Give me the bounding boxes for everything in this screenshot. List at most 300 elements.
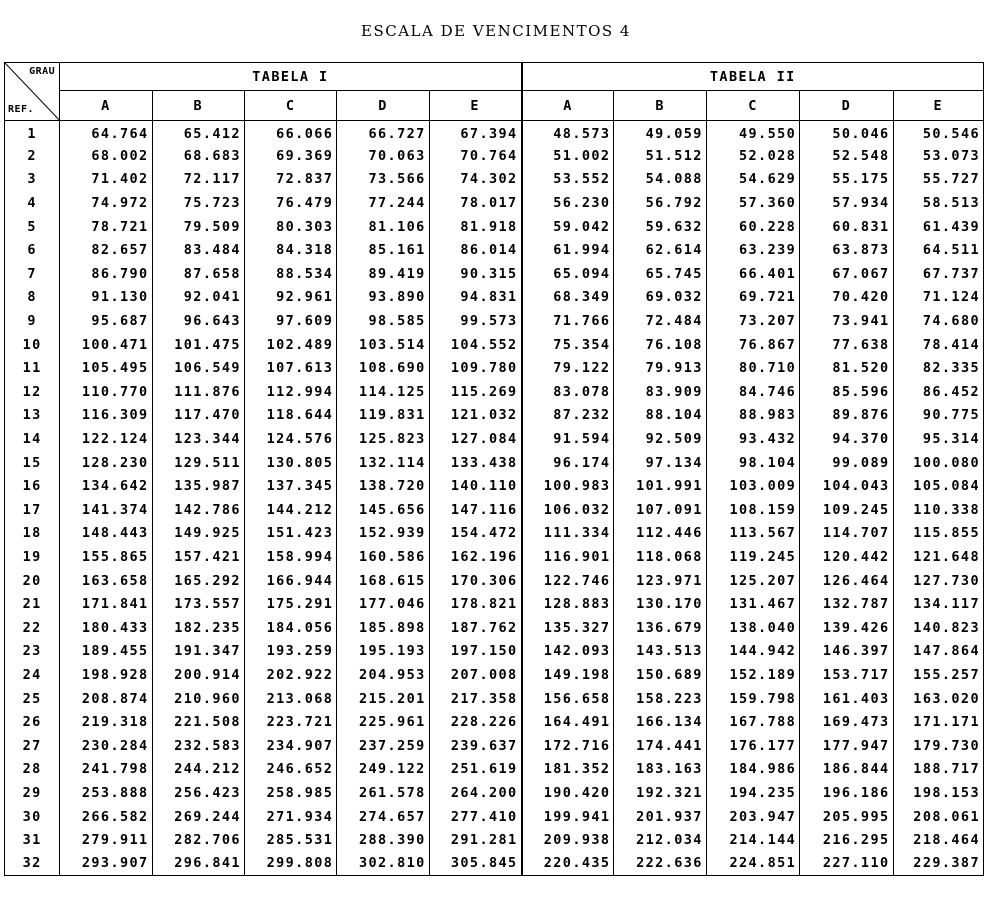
value-cell: 61.439 — [893, 215, 983, 239]
value-cell: 167.788 — [706, 710, 799, 734]
value-cell: 52.548 — [800, 144, 893, 168]
value-cell: 60.228 — [706, 215, 799, 239]
value-cell: 88.104 — [614, 404, 706, 428]
value-cell: 185.898 — [337, 616, 429, 640]
value-cell: 249.122 — [337, 758, 429, 782]
value-cell: 266.582 — [60, 805, 152, 829]
value-cell: 135.987 — [152, 474, 244, 498]
value-cell: 184.056 — [244, 616, 336, 640]
value-cell: 148.443 — [60, 522, 152, 546]
value-cell: 53.073 — [893, 144, 983, 168]
value-cell: 56.792 — [614, 191, 706, 215]
ref-cell: 4 — [5, 191, 60, 215]
value-cell: 173.557 — [152, 592, 244, 616]
value-cell: 219.318 — [60, 710, 152, 734]
value-cell: 172.716 — [522, 734, 614, 758]
value-cell: 144.942 — [706, 640, 799, 664]
value-cell: 97.134 — [614, 451, 706, 475]
value-cell: 92.041 — [152, 286, 244, 310]
value-cell: 118.644 — [244, 404, 336, 428]
value-cell: 100.080 — [893, 451, 983, 475]
ref-cell: 31 — [5, 828, 60, 852]
ref-cell: 22 — [5, 616, 60, 640]
value-cell: 112.446 — [614, 522, 706, 546]
value-cell: 64.764 — [60, 121, 152, 145]
value-cell: 195.193 — [337, 640, 429, 664]
value-cell: 76.867 — [706, 333, 799, 357]
ref-cell: 28 — [5, 758, 60, 782]
value-cell: 98.585 — [337, 309, 429, 333]
value-cell: 70.420 — [800, 286, 893, 310]
value-cell: 158.994 — [244, 545, 336, 569]
ref-cell: 1 — [5, 121, 60, 145]
value-cell: 261.578 — [337, 781, 429, 805]
value-cell: 73.566 — [337, 168, 429, 192]
value-cell: 74.972 — [60, 191, 152, 215]
value-cell: 78.414 — [893, 333, 983, 357]
table-row — [5, 404, 984, 428]
value-cell: 66.727 — [337, 121, 429, 145]
ref-cell: 12 — [5, 380, 60, 404]
value-cell: 118.068 — [614, 545, 706, 569]
table-row — [5, 828, 984, 852]
ref-cell: 6 — [5, 238, 60, 262]
value-cell: 115.269 — [429, 380, 521, 404]
value-cell: 191.347 — [152, 640, 244, 664]
value-cell: 200.914 — [152, 663, 244, 687]
value-cell: 155.257 — [893, 663, 983, 687]
value-cell: 56.230 — [522, 191, 614, 215]
value-cell: 132.114 — [337, 451, 429, 475]
value-cell: 152.189 — [706, 663, 799, 687]
column-header-t1-b: B — [152, 91, 244, 121]
ref-cell: 14 — [5, 427, 60, 451]
value-cell: 55.727 — [893, 168, 983, 192]
value-cell: 305.845 — [429, 852, 521, 876]
value-cell: 59.042 — [522, 215, 614, 239]
value-cell: 164.491 — [522, 710, 614, 734]
value-cell: 83.078 — [522, 380, 614, 404]
value-cell: 186.844 — [800, 758, 893, 782]
value-cell: 271.934 — [244, 805, 336, 829]
value-cell: 168.615 — [337, 569, 429, 593]
value-cell: 150.689 — [614, 663, 706, 687]
value-cell: 232.583 — [152, 734, 244, 758]
value-cell: 110.338 — [893, 498, 983, 522]
value-cell: 149.925 — [152, 522, 244, 546]
value-cell: 178.821 — [429, 592, 521, 616]
value-cell: 100.983 — [522, 474, 614, 498]
value-cell: 205.995 — [800, 805, 893, 829]
value-cell: 220.435 — [522, 852, 614, 876]
value-cell: 98.104 — [706, 451, 799, 475]
value-cell: 228.226 — [429, 710, 521, 734]
value-cell: 127.730 — [893, 569, 983, 593]
value-cell: 99.089 — [800, 451, 893, 475]
value-cell: 67.394 — [429, 121, 521, 145]
value-cell: 114.125 — [337, 380, 429, 404]
value-cell: 78.017 — [429, 191, 521, 215]
page-title: ESCALA DE VENCIMENTOS 4 — [361, 22, 631, 40]
value-cell: 229.387 — [893, 852, 983, 876]
table-row — [5, 498, 984, 522]
value-cell: 107.091 — [614, 498, 706, 522]
value-cell: 132.787 — [800, 592, 893, 616]
value-cell: 70.063 — [337, 144, 429, 168]
value-cell: 216.295 — [800, 828, 893, 852]
value-cell: 108.159 — [706, 498, 799, 522]
table-row — [5, 545, 984, 569]
value-cell: 74.680 — [893, 309, 983, 333]
table-row — [5, 522, 984, 546]
value-cell: 75.723 — [152, 191, 244, 215]
value-cell: 215.201 — [337, 687, 429, 711]
value-cell: 134.642 — [60, 474, 152, 498]
value-cell: 184.986 — [706, 758, 799, 782]
value-cell: 68.683 — [152, 144, 244, 168]
value-cell: 202.922 — [244, 663, 336, 687]
value-cell: 58.513 — [893, 191, 983, 215]
value-cell: 79.509 — [152, 215, 244, 239]
value-cell: 69.369 — [244, 144, 336, 168]
ref-cell: 25 — [5, 687, 60, 711]
value-cell: 239.637 — [429, 734, 521, 758]
value-cell: 122.124 — [60, 427, 152, 451]
column-header-t1-c: C — [244, 91, 336, 121]
table-row — [5, 616, 984, 640]
value-cell: 125.207 — [706, 569, 799, 593]
value-cell: 213.068 — [244, 687, 336, 711]
ref-cell: 11 — [5, 356, 60, 380]
value-cell: 208.061 — [893, 805, 983, 829]
value-cell: 201.937 — [614, 805, 706, 829]
ref-cell: 21 — [5, 592, 60, 616]
value-cell: 207.008 — [429, 663, 521, 687]
value-cell: 237.259 — [337, 734, 429, 758]
value-cell: 264.200 — [429, 781, 521, 805]
table-row — [5, 663, 984, 687]
value-cell: 140.110 — [429, 474, 521, 498]
value-cell: 212.034 — [614, 828, 706, 852]
ref-cell: 7 — [5, 262, 60, 286]
value-cell: 162.196 — [429, 545, 521, 569]
table-row — [5, 427, 984, 451]
value-cell: 103.009 — [706, 474, 799, 498]
corner-header — [5, 63, 60, 121]
value-cell: 106.032 — [522, 498, 614, 522]
value-cell: 138.720 — [337, 474, 429, 498]
value-cell: 179.730 — [893, 734, 983, 758]
value-cell: 73.941 — [800, 309, 893, 333]
value-cell: 182.235 — [152, 616, 244, 640]
value-cell: 123.344 — [152, 427, 244, 451]
value-cell: 144.212 — [244, 498, 336, 522]
value-cell: 209.938 — [522, 828, 614, 852]
value-cell: 123.971 — [614, 569, 706, 593]
value-cell: 63.873 — [800, 238, 893, 262]
value-cell: 68.002 — [60, 144, 152, 168]
value-cell: 54.088 — [614, 168, 706, 192]
ref-cell: 3 — [5, 168, 60, 192]
value-cell: 151.423 — [244, 522, 336, 546]
value-cell: 97.609 — [244, 309, 336, 333]
value-cell: 181.352 — [522, 758, 614, 782]
value-cell: 64.511 — [893, 238, 983, 262]
table-row — [5, 710, 984, 734]
value-cell: 159.798 — [706, 687, 799, 711]
value-cell: 104.552 — [429, 333, 521, 357]
value-cell: 156.658 — [522, 687, 614, 711]
value-cell: 234.907 — [244, 734, 336, 758]
table-row — [5, 474, 984, 498]
value-cell: 251.619 — [429, 758, 521, 782]
value-cell: 171.171 — [893, 710, 983, 734]
value-cell: 170.306 — [429, 569, 521, 593]
value-cell: 136.679 — [614, 616, 706, 640]
table-row — [5, 805, 984, 829]
ref-cell: 20 — [5, 569, 60, 593]
value-cell: 139.426 — [800, 616, 893, 640]
value-cell: 171.841 — [60, 592, 152, 616]
value-cell: 80.303 — [244, 215, 336, 239]
value-cell: 90.315 — [429, 262, 521, 286]
corner-label-ref: REF. — [8, 104, 35, 115]
value-cell: 77.638 — [800, 333, 893, 357]
ref-cell: 24 — [5, 663, 60, 687]
value-cell: 81.106 — [337, 215, 429, 239]
value-cell: 224.851 — [706, 852, 799, 876]
table-row — [5, 592, 984, 616]
value-cell: 128.230 — [60, 451, 152, 475]
value-cell: 110.770 — [60, 380, 152, 404]
value-cell: 157.421 — [152, 545, 244, 569]
value-cell: 75.354 — [522, 333, 614, 357]
value-cell: 48.573 — [522, 121, 614, 145]
value-cell: 140.823 — [893, 616, 983, 640]
value-cell: 129.511 — [152, 451, 244, 475]
value-cell: 217.358 — [429, 687, 521, 711]
table-row — [5, 687, 984, 711]
value-cell: 194.235 — [706, 781, 799, 805]
value-cell: 62.614 — [614, 238, 706, 262]
value-cell: 92.509 — [614, 427, 706, 451]
value-cell: 87.658 — [152, 262, 244, 286]
value-cell: 116.309 — [60, 404, 152, 428]
value-cell: 99.573 — [429, 309, 521, 333]
ref-cell: 29 — [5, 781, 60, 805]
value-cell: 296.841 — [152, 852, 244, 876]
value-cell: 124.576 — [244, 427, 336, 451]
value-cell: 96.174 — [522, 451, 614, 475]
value-cell: 83.484 — [152, 238, 244, 262]
value-cell: 246.652 — [244, 758, 336, 782]
value-cell: 51.002 — [522, 144, 614, 168]
value-cell: 104.043 — [800, 474, 893, 498]
value-cell: 65.412 — [152, 121, 244, 145]
value-cell: 50.546 — [893, 121, 983, 145]
value-cell: 79.913 — [614, 356, 706, 380]
value-cell: 128.883 — [522, 592, 614, 616]
value-cell: 101.991 — [614, 474, 706, 498]
value-cell: 142.786 — [152, 498, 244, 522]
value-cell: 85.596 — [800, 380, 893, 404]
table-row — [5, 451, 984, 475]
value-cell: 285.531 — [244, 828, 336, 852]
table-row — [5, 781, 984, 805]
value-cell: 82.335 — [893, 356, 983, 380]
value-cell: 121.032 — [429, 404, 521, 428]
ref-cell: 13 — [5, 404, 60, 428]
value-cell: 71.124 — [893, 286, 983, 310]
value-cell: 131.467 — [706, 592, 799, 616]
salary-scale-table — [4, 62, 984, 876]
value-cell: 71.766 — [522, 309, 614, 333]
group-header-tabela-ii: TABELA II — [522, 63, 984, 91]
value-cell: 269.244 — [152, 805, 244, 829]
value-cell: 105.495 — [60, 356, 152, 380]
ref-cell: 9 — [5, 309, 60, 333]
value-cell: 112.994 — [244, 380, 336, 404]
value-cell: 114.707 — [800, 522, 893, 546]
ref-cell: 23 — [5, 640, 60, 664]
value-cell: 135.327 — [522, 616, 614, 640]
ref-cell: 17 — [5, 498, 60, 522]
value-cell: 149.198 — [522, 663, 614, 687]
value-cell: 116.901 — [522, 545, 614, 569]
value-cell: 152.939 — [337, 522, 429, 546]
value-cell: 175.291 — [244, 592, 336, 616]
value-cell: 299.808 — [244, 852, 336, 876]
ref-cell: 26 — [5, 710, 60, 734]
ref-cell: 18 — [5, 522, 60, 546]
value-cell: 192.321 — [614, 781, 706, 805]
value-cell: 119.245 — [706, 545, 799, 569]
value-cell: 143.513 — [614, 640, 706, 664]
value-cell: 227.110 — [800, 852, 893, 876]
value-cell: 84.318 — [244, 238, 336, 262]
value-cell: 258.985 — [244, 781, 336, 805]
value-cell: 169.473 — [800, 710, 893, 734]
column-header-t1-a: A — [60, 91, 152, 121]
ref-cell: 27 — [5, 734, 60, 758]
column-header-t2-c: C — [706, 91, 799, 121]
table-row — [5, 168, 984, 192]
value-cell: 293.907 — [60, 852, 152, 876]
value-cell: 93.432 — [706, 427, 799, 451]
value-cell: 130.805 — [244, 451, 336, 475]
value-cell: 223.721 — [244, 710, 336, 734]
value-cell: 130.170 — [614, 592, 706, 616]
value-cell: 109.245 — [800, 498, 893, 522]
value-cell: 158.223 — [614, 687, 706, 711]
value-cell: 190.420 — [522, 781, 614, 805]
table-row — [5, 380, 984, 404]
table-row — [5, 734, 984, 758]
value-cell: 196.186 — [800, 781, 893, 805]
value-cell: 80.710 — [706, 356, 799, 380]
value-cell: 51.512 — [614, 144, 706, 168]
value-cell: 69.721 — [706, 286, 799, 310]
value-cell: 197.150 — [429, 640, 521, 664]
table-row — [5, 309, 984, 333]
corner-label-grau: GRAU — [29, 66, 56, 77]
value-cell: 161.403 — [800, 687, 893, 711]
value-cell: 160.586 — [337, 545, 429, 569]
value-cell: 69.032 — [614, 286, 706, 310]
value-cell: 214.144 — [706, 828, 799, 852]
value-cell: 120.442 — [800, 545, 893, 569]
value-cell: 88.534 — [244, 262, 336, 286]
value-cell: 187.762 — [429, 616, 521, 640]
value-cell: 95.687 — [60, 309, 152, 333]
value-cell: 65.745 — [614, 262, 706, 286]
value-cell: 203.947 — [706, 805, 799, 829]
value-cell: 210.960 — [152, 687, 244, 711]
value-cell: 81.520 — [800, 356, 893, 380]
value-cell: 176.177 — [706, 734, 799, 758]
value-cell: 153.717 — [800, 663, 893, 687]
value-cell: 89.419 — [337, 262, 429, 286]
value-cell: 204.953 — [337, 663, 429, 687]
value-cell: 72.484 — [614, 309, 706, 333]
value-cell: 76.479 — [244, 191, 336, 215]
value-cell: 57.934 — [800, 191, 893, 215]
value-cell: 49.550 — [706, 121, 799, 145]
value-cell: 134.117 — [893, 592, 983, 616]
value-cell: 230.284 — [60, 734, 152, 758]
value-cell: 67.737 — [893, 262, 983, 286]
table-row — [5, 640, 984, 664]
value-cell: 90.775 — [893, 404, 983, 428]
ref-cell: 15 — [5, 451, 60, 475]
value-cell: 141.374 — [60, 498, 152, 522]
value-cell: 279.911 — [60, 828, 152, 852]
value-cell: 133.438 — [429, 451, 521, 475]
table-row — [5, 569, 984, 593]
value-cell: 52.028 — [706, 144, 799, 168]
value-cell: 93.890 — [337, 286, 429, 310]
value-cell: 256.423 — [152, 781, 244, 805]
value-cell: 66.401 — [706, 262, 799, 286]
value-cell: 125.823 — [337, 427, 429, 451]
value-cell: 103.514 — [337, 333, 429, 357]
table-row — [5, 262, 984, 286]
value-cell: 74.302 — [429, 168, 521, 192]
value-cell: 77.244 — [337, 191, 429, 215]
value-cell: 71.402 — [60, 168, 152, 192]
value-cell: 218.464 — [893, 828, 983, 852]
value-cell: 106.549 — [152, 356, 244, 380]
ref-cell: 32 — [5, 852, 60, 876]
value-cell: 291.281 — [429, 828, 521, 852]
ref-cell: 16 — [5, 474, 60, 498]
column-header-t2-b: B — [614, 91, 706, 121]
value-cell: 111.876 — [152, 380, 244, 404]
value-cell: 102.489 — [244, 333, 336, 357]
value-cell: 222.636 — [614, 852, 706, 876]
value-cell: 147.116 — [429, 498, 521, 522]
value-cell: 146.397 — [800, 640, 893, 664]
table-row — [5, 356, 984, 380]
value-cell: 89.876 — [800, 404, 893, 428]
value-cell: 59.632 — [614, 215, 706, 239]
value-cell: 84.746 — [706, 380, 799, 404]
column-header-t1-d: D — [337, 91, 429, 121]
value-cell: 174.441 — [614, 734, 706, 758]
value-cell: 96.643 — [152, 309, 244, 333]
value-cell: 88.983 — [706, 404, 799, 428]
value-cell: 208.874 — [60, 687, 152, 711]
